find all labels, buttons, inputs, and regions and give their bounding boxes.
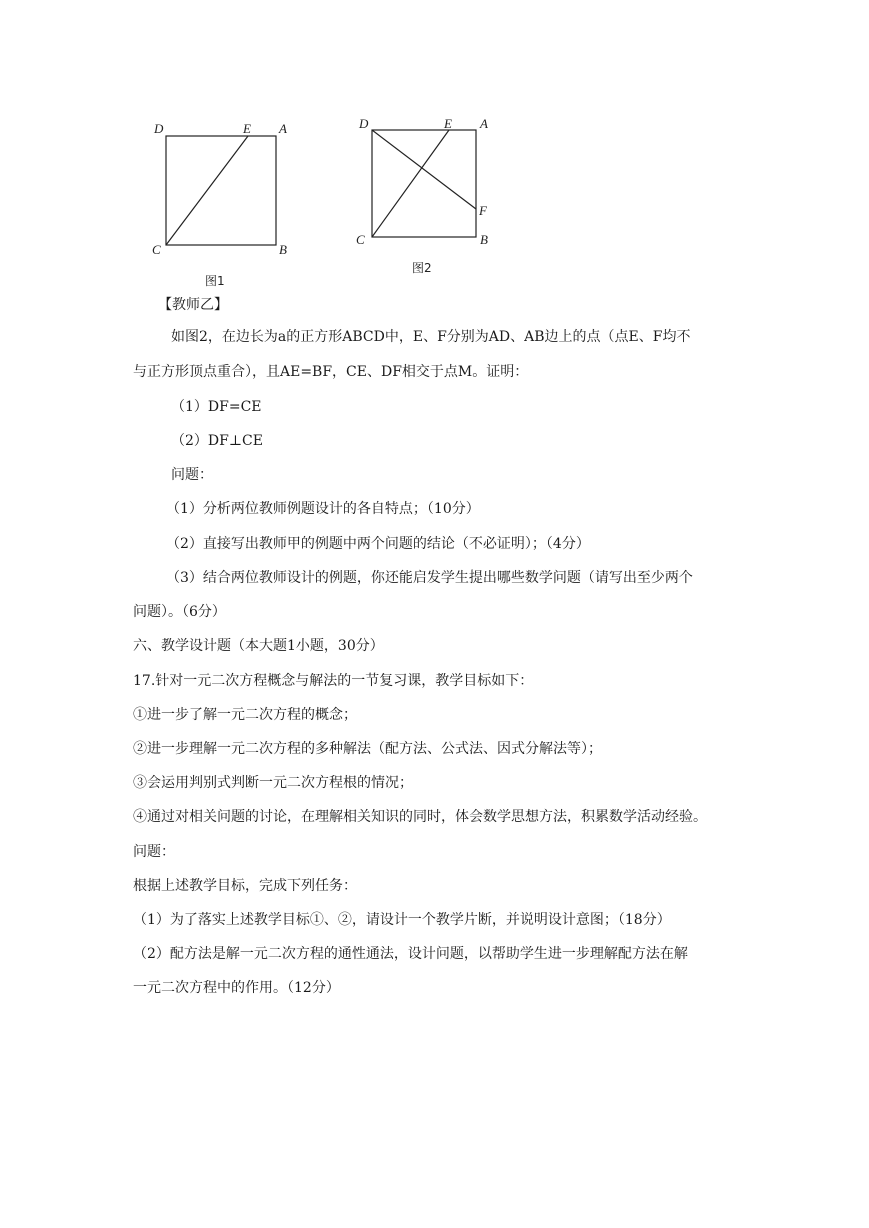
- label-b: B: [279, 242, 287, 257]
- objective-4: ④通过对相关问题的讨论，在理解相关知识的同时，体会数学思想方法，积累数学活动经验。: [133, 809, 707, 825]
- questions-label-2: 问题：: [133, 844, 175, 860]
- segment-ce: [372, 130, 449, 237]
- task-intro: 根据上述教学目标，完成下列任务：: [133, 878, 357, 894]
- problem-17-intro: 17.针对一元二次方程概念与解法的一节复习课，教学目标如下：: [133, 673, 534, 689]
- square-abcd: [372, 130, 476, 237]
- square-abcd: [166, 136, 276, 245]
- objective-2: ②进一步理解一元二次方程的多种解法（配方法、公式法、因式分解法等）；: [133, 741, 602, 757]
- question-3-line-2: 问题）。（6分）: [133, 604, 226, 620]
- label-d: D: [154, 121, 164, 136]
- figure-1-svg: [145, 115, 305, 295]
- teacher-b-heading: 【教师乙】: [158, 297, 228, 313]
- task-1: （1）为了落实上述教学目标①、②，请设计一个教学片断，并说明设计意图；（18分）: [133, 912, 671, 928]
- figure-2-svg: [350, 108, 510, 288]
- question-3-line-1: （3）结合两位教师设计的例题，你还能启发学生提出哪些数学问题（请写出至少两个: [166, 570, 693, 586]
- label-a: A: [279, 121, 287, 136]
- label-e: E: [243, 121, 251, 136]
- problem-statement-line-2: 与正方形顶点重合），且AE=BF，CE、DF相交于点M。证明：: [133, 364, 529, 380]
- label-d: D: [359, 116, 369, 131]
- question-1: （1）分析两位教师例题设计的各自特点；（10分）: [166, 501, 480, 517]
- label-b: B: [480, 232, 488, 247]
- label-c: C: [356, 232, 365, 247]
- label-e: E: [444, 116, 452, 131]
- proof-item-2: （2）DF⊥CE: [171, 433, 263, 449]
- questions-label: 问题：: [171, 467, 213, 483]
- figure-1: [145, 115, 305, 295]
- problem-statement-line-1: 如图2，在边长为a的正方形ABCD中，E、F分别为AD、AB边上的点（点E、F均不: [171, 329, 691, 345]
- label-f: F: [479, 203, 487, 218]
- label-a: A: [480, 116, 488, 131]
- task-2-line-1: （2）配方法是解一元二次方程的通性通法，设计问题，以帮助学生进一步理解配方法在解: [133, 946, 688, 962]
- figure-2: [350, 108, 510, 288]
- objective-1: ①进一步了解一元二次方程的概念；: [133, 707, 357, 723]
- task-2-line-2: 一元二次方程中的作用。（12分）: [133, 980, 340, 996]
- segment-ce: [166, 136, 248, 245]
- figure-1-caption: 图1: [205, 274, 225, 288]
- segment-df: [372, 130, 476, 209]
- objective-3: ③会运用判别式判断一元二次方程根的情况；: [133, 775, 413, 791]
- figure-2-caption: 图2: [412, 261, 432, 275]
- label-c: C: [152, 242, 161, 257]
- proof-item-1: （1）DF=CE: [171, 399, 262, 415]
- section-six-heading: 六、教学设计题（本大题1小题，30分）: [133, 638, 384, 654]
- question-2: （2）直接写出教师甲的例题中两个问题的结论（不必证明）；（4分）: [166, 536, 590, 552]
